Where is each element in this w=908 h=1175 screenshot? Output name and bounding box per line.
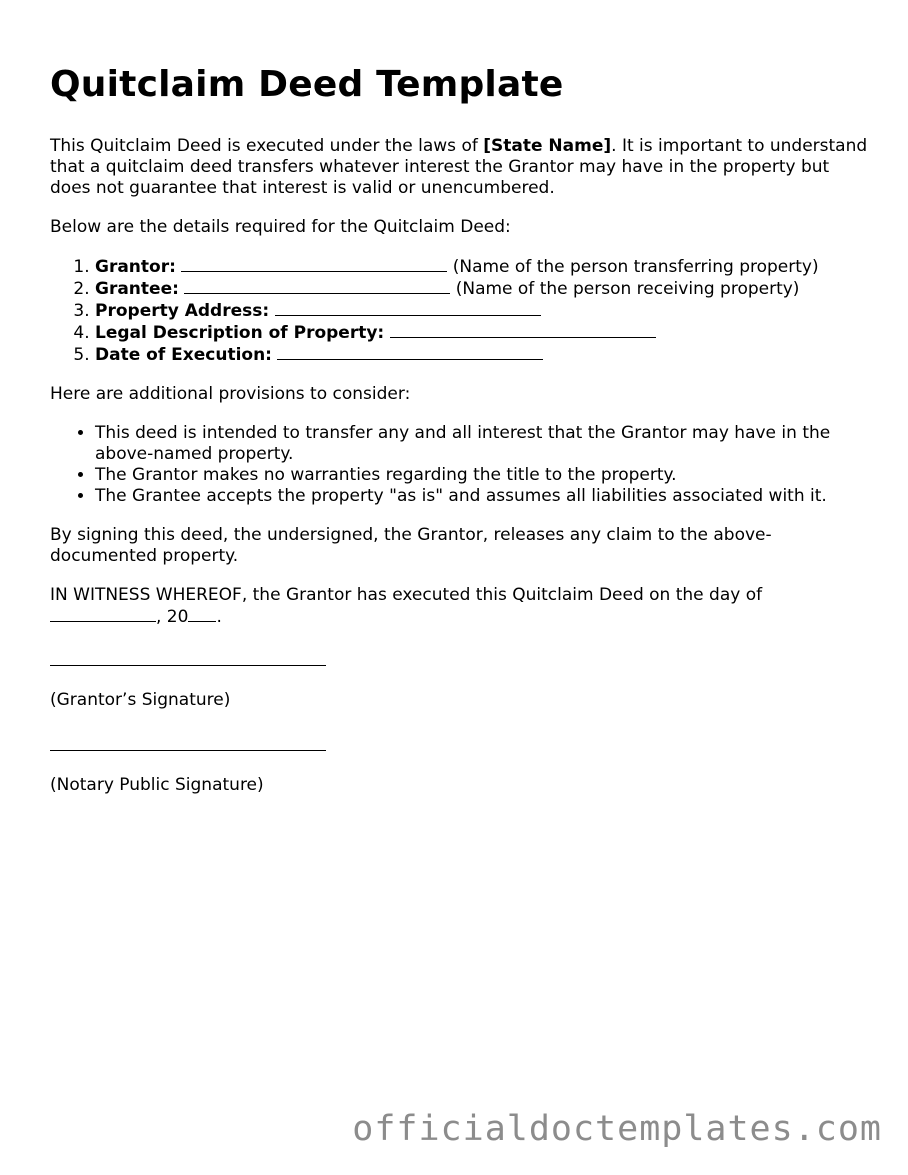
blank-field[interactable] <box>275 300 541 316</box>
detail-item-date-of-execution <box>95 344 870 366</box>
detail-label: Property Address: <box>95 301 270 321</box>
detail-label: Grantee: <box>95 279 179 299</box>
provision-item: • The Grantee accepts the property "as is" and assumes all liabilities associated with it. <box>95 486 870 507</box>
site-watermark: officialdoctemplates.com <box>352 1109 882 1149</box>
detail-label: Legal Description of Property: <box>95 323 385 343</box>
intro-text-after: . It is important to understand that a quitclaim deed transfers whatever interest the Grantor may have in the property but does not guarantee that interest is valid or unencumbered. <box>50 136 868 198</box>
blank-field[interactable] <box>184 278 450 294</box>
document-title: Quitclaim Deed Template <box>50 64 564 105</box>
witness-text: IN WITNESS WHEREOF, the Grantor has executed this Quitclaim Deed on the day of <box>50 585 763 605</box>
notary-signature-line[interactable] <box>50 749 326 751</box>
year-blank-field[interactable] <box>188 606 216 622</box>
witness-paragraph <box>50 585 870 628</box>
day-blank-field[interactable] <box>50 606 156 622</box>
detail-label: Date of Execution: <box>95 345 272 365</box>
witness-year-prefix: , 20 <box>156 607 189 627</box>
blank-field[interactable] <box>277 344 543 360</box>
details-intro: Below are the details required for the Quitclaim Deed: <box>50 217 511 237</box>
details-list <box>50 256 870 366</box>
grantor-signature-caption: (Grantor’s Signature) <box>50 690 231 710</box>
intro-text-before: This Quitclaim Deed is executed under the laws of <box>50 136 484 156</box>
release-paragraph: By signing this deed, the undersigned, the Grantor, releases any claim to the above-documented property. <box>50 525 772 566</box>
state-name-placeholder: [State Name] <box>483 136 612 156</box>
detail-item-legal-description <box>95 322 870 344</box>
document-page <box>50 60 870 796</box>
blank-field[interactable] <box>390 322 656 338</box>
detail-item-grantor <box>95 256 870 278</box>
detail-item-property-address <box>95 300 870 322</box>
provisions-list <box>50 423 870 507</box>
grantor-signature-line[interactable] <box>50 664 326 666</box>
provision-item: • This deed is intended to transfer any and all interest that the Grantor may have in the above-named property. <box>95 423 870 465</box>
detail-label: Grantor: <box>95 257 176 277</box>
detail-item-grantee <box>95 278 870 300</box>
provision-item: • The Grantor makes no warranties regarding the title to the property. <box>95 465 870 486</box>
detail-note: (Name of the person transferring property) <box>452 257 819 277</box>
witness-end: . <box>216 607 222 627</box>
provisions-intro: Here are additional provisions to consider: <box>50 384 411 404</box>
intro-paragraph <box>50 136 870 199</box>
blank-field[interactable] <box>181 256 447 272</box>
notary-signature-caption: (Notary Public Signature) <box>50 775 264 795</box>
detail-note: (Name of the person receiving property) <box>455 279 800 299</box>
